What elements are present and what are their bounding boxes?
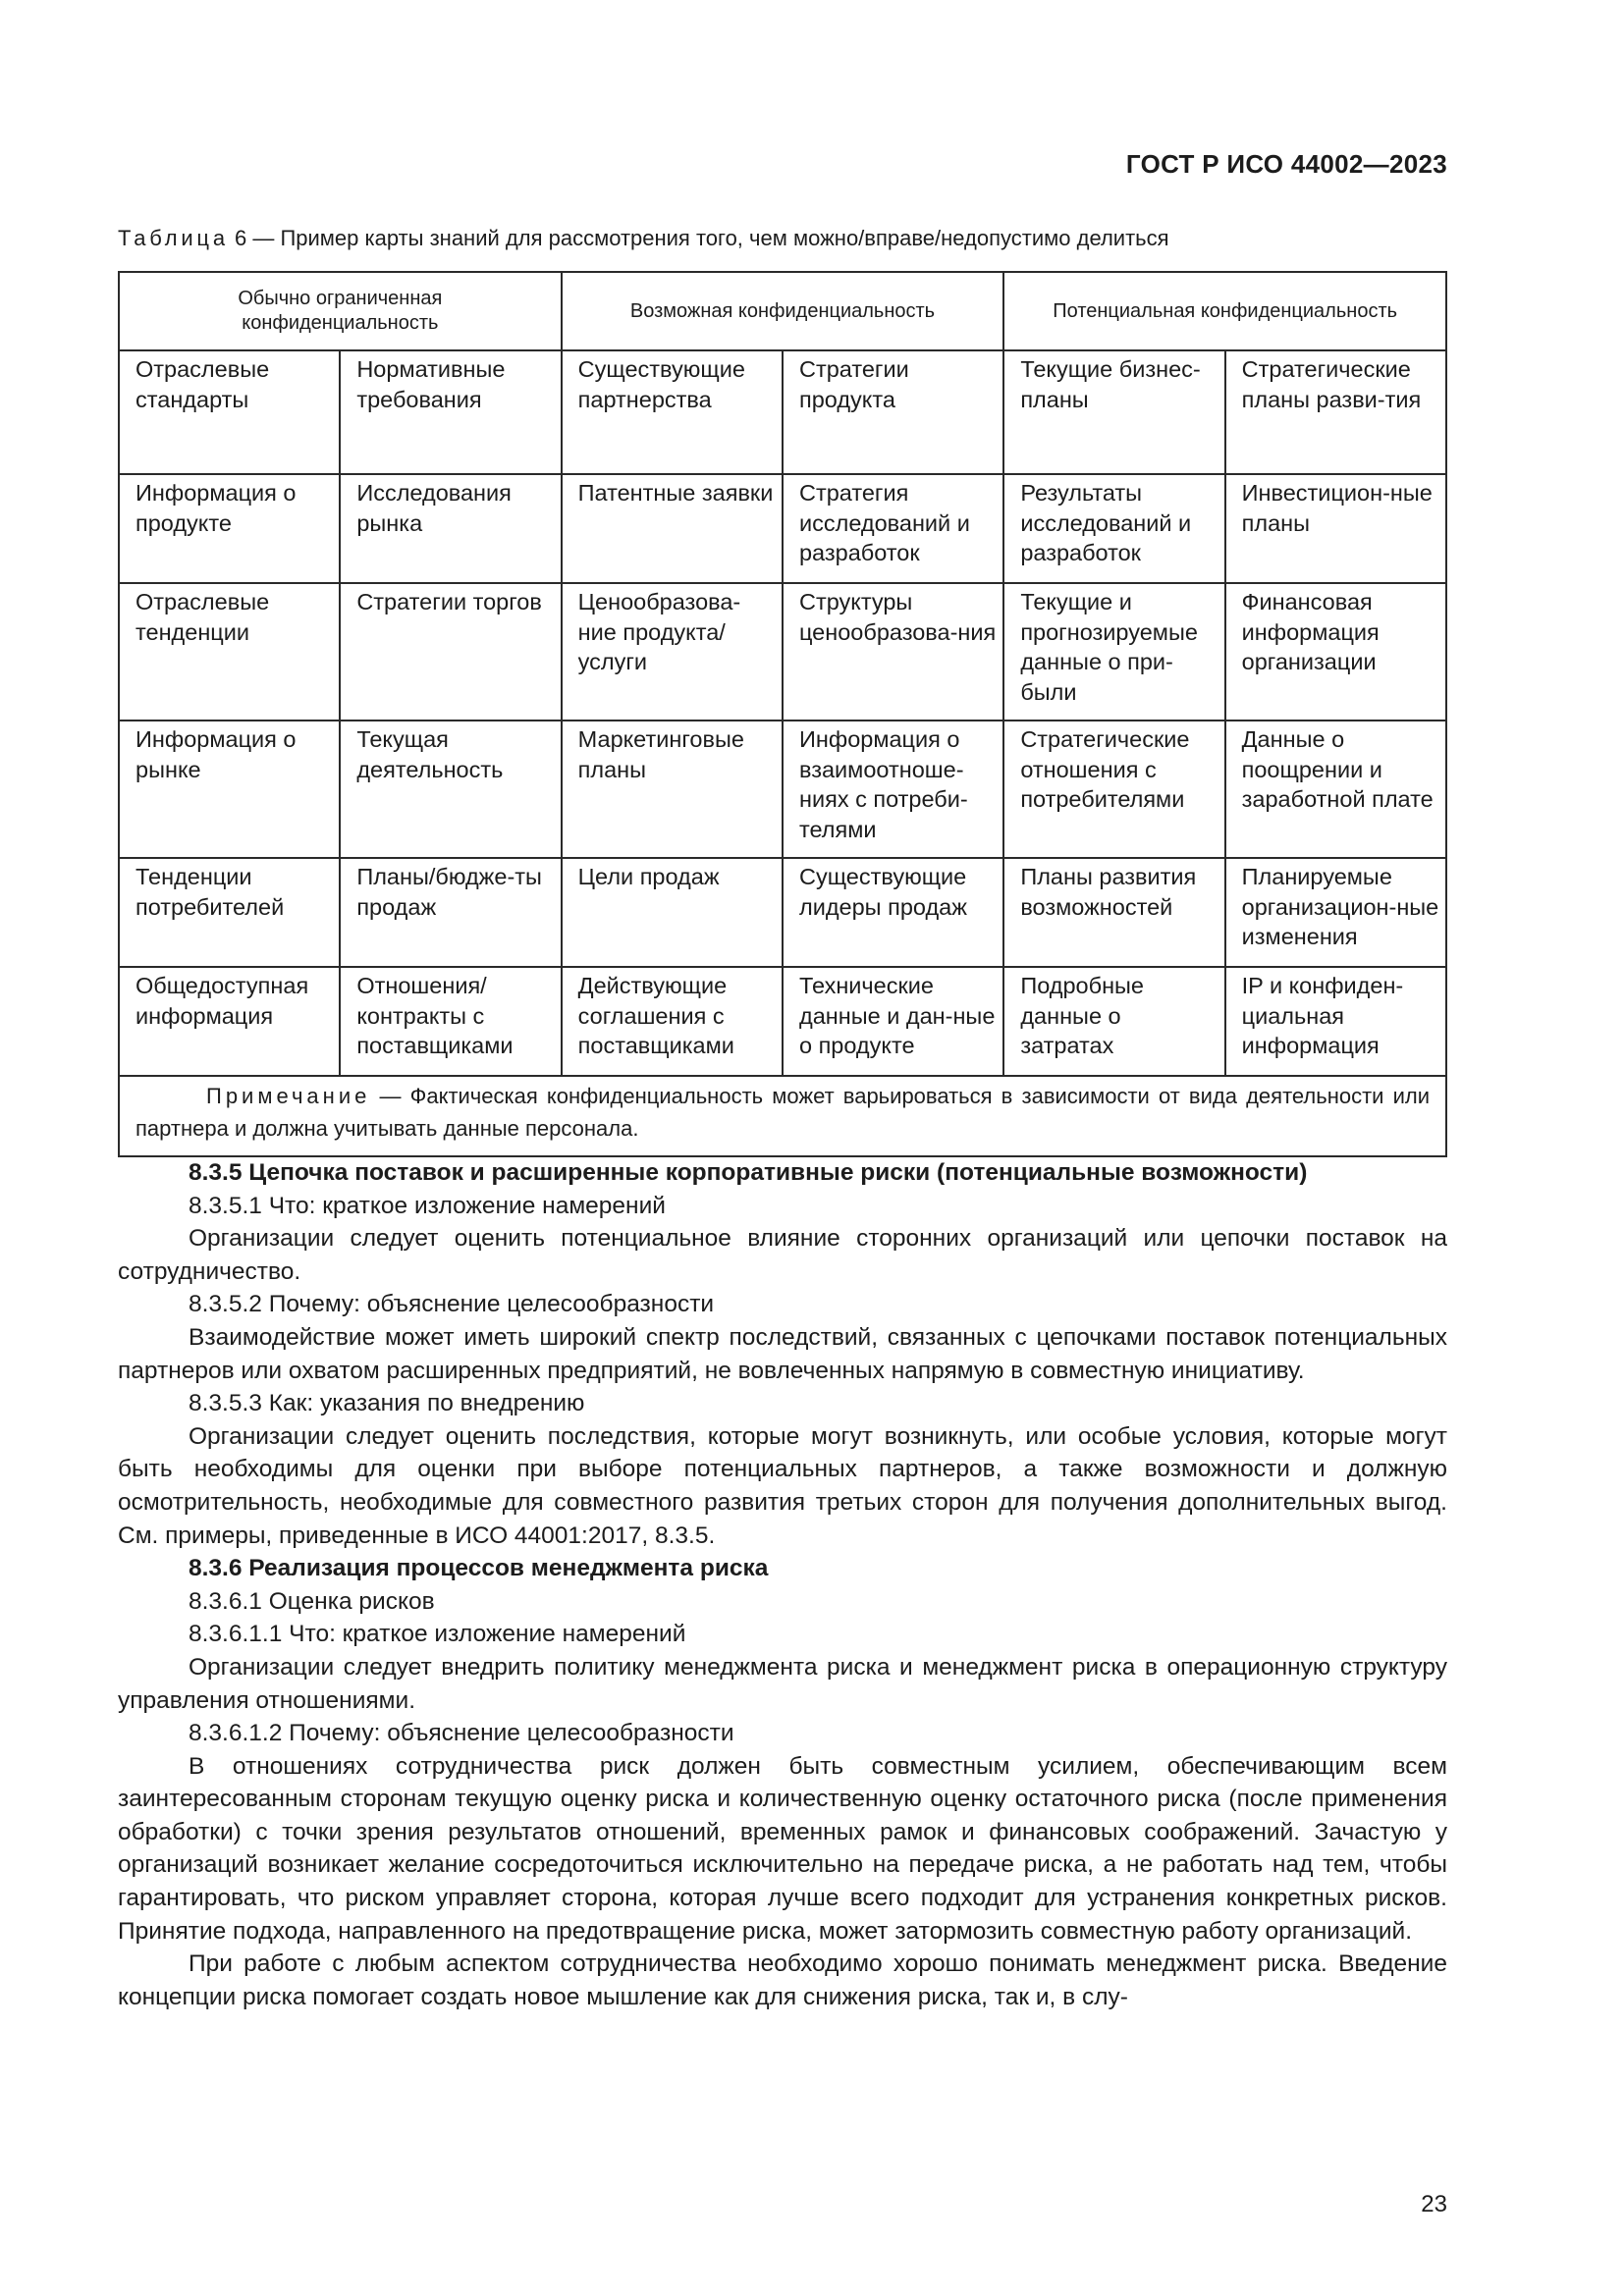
document-id-header: ГОСТ Р ИСО 44002—2023 <box>1125 149 1447 179</box>
paragraph: Взаимодействие может иметь широкий спектр последствий, связанных с цепочками поставок потенциальных партнеров или охватом расширенных предприятий, не вовлеченных напрямую в совместную инициативу. <box>118 1323 1447 1384</box>
paragraph: 8.3.6.1 Оценка рисков <box>189 1587 435 1615</box>
table-cell: Общедоступная информация <box>119 967 340 1076</box>
table-cell: Нормативные требования <box>340 350 561 474</box>
paragraph: Организации следует внедрить политику менеджмента риска и менеджмент риска в операционную структуру управления отношениями. <box>118 1653 1447 1714</box>
table-row <box>119 350 1446 474</box>
table-cell: Стратегические отношения с потребителями <box>1003 721 1224 858</box>
table-cell: Стратегические планы разви-тия <box>1225 350 1446 474</box>
table-cell: Данные о поощрении и заработной плате <box>1225 721 1446 858</box>
column-header: Обычно ограниченная конфиденциальность <box>119 272 562 350</box>
table-caption-word: Таблица <box>118 226 229 250</box>
table-cell: Финансовая информация организации <box>1225 583 1446 721</box>
table-cell: Тенденции потребителей <box>119 858 340 967</box>
table-note-row <box>119 1076 1446 1156</box>
section-heading: 8.3.6 Реализация процессов менеджмента риска <box>189 1555 769 1582</box>
table-cell: Подробные данные о затратах <box>1003 967 1224 1076</box>
table-caption-text: 6 — Пример карты знаний для рассмотрения того, чем можно/вправе/недопустимо делиться <box>228 226 1169 250</box>
paragraph: 8.3.5.1 Что: краткое изложение намерений <box>189 1192 666 1219</box>
table-cell: Патентные заявки <box>562 474 783 583</box>
table-caption <box>118 226 1169 251</box>
table-cell: Стратегия исследований и разработок <box>783 474 1003 583</box>
table-cell: Информация о продукте <box>119 474 340 583</box>
section-heading: 8.3.5 Цепочка поставок и расширенные корпоративные риски (потенциальные возможности) <box>189 1159 1308 1186</box>
table-cell: Текущая деятельность <box>340 721 561 858</box>
table-cell: Отношения/ контракты с поставщиками <box>340 967 561 1076</box>
paragraph: 8.3.6.1.1 Что: краткое изложение намерений <box>189 1621 686 1648</box>
table-cell: Существующие партнерства <box>562 350 783 474</box>
table-row <box>119 583 1446 721</box>
table-cell: Действующие соглашения с поставщиками <box>562 967 783 1076</box>
table-note <box>119 1076 1446 1156</box>
table-cell: Текущие бизнес-планы <box>1003 350 1224 474</box>
table-cell: Цели продаж <box>562 858 783 967</box>
table-cell: Маркетинговые планы <box>562 721 783 858</box>
table-cell: Существующие лидеры продаж <box>783 858 1003 967</box>
page-number: 23 <box>1421 2191 1447 2217</box>
table-cell: Планы развития возможностей <box>1003 858 1224 967</box>
table-cell: Инвестицион-ные планы <box>1225 474 1446 583</box>
paragraph: В отношениях сотрудничества риск должен быть совместным усилием, обеспечивающим всем заинтересованным сторонам текущую оценку риска и количественную оценку остаточного риска (после применения обработки) с точки зрения результатов отношений, временных рамок и финансовых соображений. Зачастую у организаций возникает желание сосредоточиться исключительно на передаче риска, а не работать над тем, чтобы гарантировать, что риском управляет сторона, которая лучше всего подходит для устранения конкретных рисков. Принятие подхода, направленного на предотвращение риска, может затормозить совместную работу организаций. <box>118 1752 1447 1945</box>
table-row <box>119 721 1446 858</box>
table-cell: Стратегии продукта <box>783 350 1003 474</box>
table-cell: Стратегии торгов <box>340 583 561 721</box>
table-row <box>119 967 1446 1076</box>
table-cell: Технические данные и дан-ные о продукте <box>783 967 1003 1076</box>
table-header-row <box>119 272 1446 350</box>
table-row <box>119 858 1446 967</box>
knowledge-map-table <box>118 271 1447 1157</box>
column-header: Возможная конфиденциальность <box>562 272 1004 350</box>
table-cell: Ценообразова-ние продукта/ услуги <box>562 583 783 721</box>
table-cell: Информация о рынке <box>119 721 340 858</box>
paragraph: Организации следует оценить последствия, которые могут возникнуть, или особые условия, которые могут быть необходимы для оценки при выборе потенциальных партнеров, а также возможности и должную осмотрительность, необходимые для совместного развития третьих сторон для получения дополнительных выгод. См. примеры, приведенные в ИСО 44001:2017, 8.3.5. <box>118 1422 1447 1549</box>
column-header: Потенциальная конфиденциальность <box>1003 272 1446 350</box>
table-cell: Отраслевые тенденции <box>119 583 340 721</box>
paragraph: 8.3.5.3 Как: указания по внедрению <box>189 1390 585 1417</box>
paragraph: При работе с любым аспектом сотрудничества необходимо хорошо понимать менеджмент риска. Введение концепции риска помогает создать новое мышление как для снижения риска, так и, в слу- <box>118 1950 1447 2010</box>
note-text: — Фактическая конфиденциальность может варьироваться в зависимости от вида деятельности или партнера и должна учитывать данные персонала. <box>135 1084 1430 1141</box>
note-label: Примечание <box>206 1084 371 1108</box>
table-cell: Планы/бюдже-ты продаж <box>340 858 561 967</box>
table-cell: Структуры ценообразова-ния <box>783 583 1003 721</box>
body-text <box>118 1156 1447 2013</box>
table-cell: IP и конфиден-циальная информация <box>1225 967 1446 1076</box>
paragraph: 8.3.6.1.2 Почему: объяснение целесообразности <box>189 1720 734 1747</box>
table-cell: Исследования рынка <box>340 474 561 583</box>
table-cell: Планируемые организацион-ные изменения <box>1225 858 1446 967</box>
table-cell: Отраслевые стандарты <box>119 350 340 474</box>
paragraph: 8.3.5.2 Почему: объяснение целесообразности <box>189 1291 715 1318</box>
table-cell: Текущие и прогнозируемые данные о при-были <box>1003 583 1224 721</box>
table-row <box>119 474 1446 583</box>
table-cell: Результаты исследований и разработок <box>1003 474 1224 583</box>
paragraph: Организации следует оценить потенциальное влияние сторонних организаций или цепочки поставок на сотрудничество. <box>118 1225 1447 1285</box>
table-cell: Информация о взаимоотноше-ниях с потреби-телями <box>783 721 1003 858</box>
